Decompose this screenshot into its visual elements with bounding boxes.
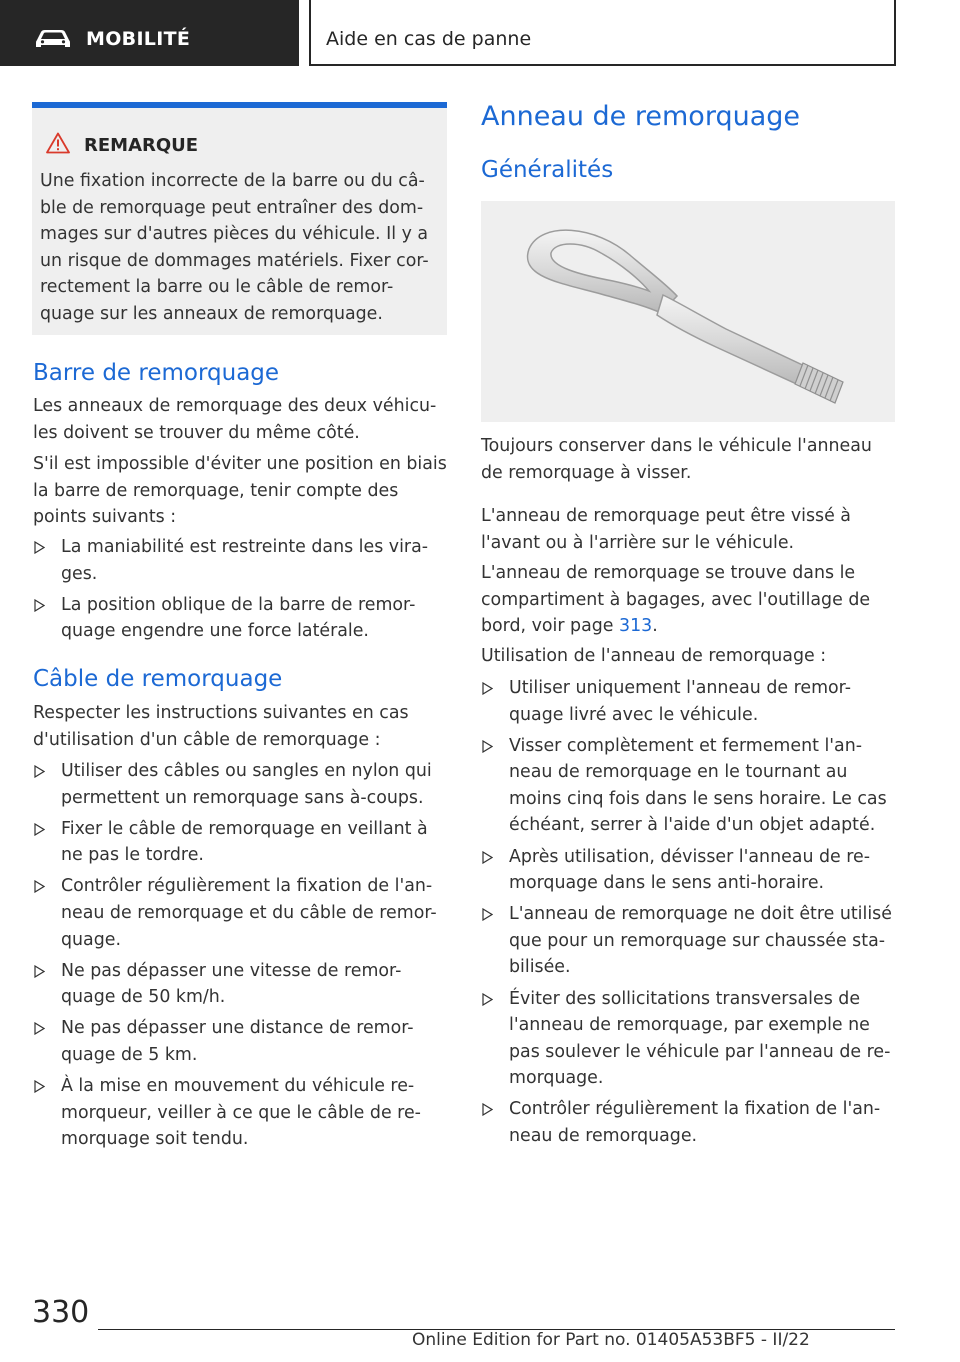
list-item: Utiliser des câbles ou sangles en nylon qui permettent un remorquage sans à-coups. [33, 758, 448, 811]
anneau-paragraph-1: Toujours conserver dans le véhicule l'anneau de remorquage à visser. [481, 436, 872, 483]
bullet-triangle-icon [34, 1080, 45, 1093]
bullet-triangle-icon [34, 823, 45, 836]
barre-bullet-list [33, 534, 448, 649]
list-item: À la mise en mouvement du véhicule re- morqueur, veiller à ce que le câble de re- morquage soit tendu. [33, 1073, 448, 1153]
anneau-paragraph-3: L'anneau de remorquage se trouve dans le compartiment à bagages, avec l'outillage de bord, voir page 313. [481, 563, 871, 637]
bullet-triangle-icon [482, 740, 493, 753]
footer-edition: Online Edition for Part no. 01405A53BF5 - II/22 [412, 1330, 810, 1350]
heading-cable: Câble de remorquage [33, 666, 283, 692]
tow-hook-illustration [481, 201, 895, 422]
list-item: Après utilisation, dévisser l'anneau de re- morquage dans le sens anti-horaire. [481, 844, 895, 897]
chapter-title: Aide en cas de panne [326, 28, 532, 50]
tow-hook-image [481, 201, 895, 422]
page-reference-link[interactable]: 313 [619, 616, 653, 637]
remark-box [32, 102, 447, 335]
list-item: L'anneau de remorquage ne doit être utilisé que pour un remorquage sur chaussée sta- bilisée. [481, 901, 895, 981]
list-item: Utiliser uniquement l'anneau de remor- quage livré avec le véhicule. [481, 675, 895, 728]
cable-bullet-list [33, 758, 448, 1157]
cable-paragraph-1: Respecter les instructions suivantes en cas d'utilisation d'un câble de remorquage : [33, 703, 409, 750]
barre-paragraph-2: S'il est impossible d'éviter une position en biais la barre de remorquage, tenir compte des points suivants : [33, 454, 447, 528]
list-item: La maniabilité est restreinte dans les vira- ges. [33, 534, 448, 587]
anneau-bullet-list [481, 675, 895, 1154]
list-item: Contrôler régulièrement la fixation de l'an- neau de remorquage. [481, 1096, 895, 1149]
list-item: Contrôler régulièrement la fixation de l'an- neau de remorquage et du câble de remor- quage. [33, 873, 448, 953]
bullet-triangle-icon [34, 541, 45, 554]
section-title: MOBILITÉ [86, 28, 191, 50]
bullet-triangle-icon [482, 851, 493, 864]
list-item: Fixer le câble de remorquage en veillant à ne pas le tordre. [33, 816, 448, 869]
bullet-triangle-icon [34, 880, 45, 893]
bullet-triangle-icon [482, 993, 493, 1006]
anneau-paragraph-4: Utilisation de l'anneau de remorquage : [481, 646, 827, 666]
warning-icon [46, 132, 70, 154]
list-item: Ne pas dépasser une distance de remor- quage de 5 km. [33, 1015, 448, 1068]
remark-text: Une fixation incorrecte de la barre ou du câ- ble de remorquage peut entraîner des dom- mages sur d'autres pièces du véhicule. Il y a un risque de dommages matériels. Fixer cor- rectement la barre ou le câble de remor- quage sur les anneaux de remorquage. [40, 171, 429, 324]
list-item: Éviter des sollicitations transversales de l'anneau de remorquage, par exemple ne pas soulever le véhicule par l'anneau de re- morquage. [481, 986, 895, 1092]
list-item: Ne pas dépasser une vitesse de remor- quage de 50 km/h. [33, 958, 448, 1011]
bullet-triangle-icon [34, 1022, 45, 1035]
section-header [0, 0, 299, 66]
barre-paragraph-1: Les anneaux de remorquage des deux véhicu- les doivent se trouver du même côté. [33, 396, 437, 443]
bullet-triangle-icon [34, 965, 45, 978]
subheading-generalites: Généralités [481, 157, 614, 183]
anneau-paragraph-2: L'anneau de remorquage peut être vissé à l'avant ou à l'arrière sur le véhicule. [481, 506, 851, 553]
heading-barre: Barre de remorquage [33, 360, 280, 386]
list-item: La position oblique de la barre de remor- quage engendre une force latérale. [33, 592, 448, 645]
page-number: 330 [32, 1295, 90, 1330]
bullet-triangle-icon [482, 908, 493, 921]
heading-anneau: Anneau de remorquage [481, 101, 800, 132]
car-icon [34, 27, 72, 49]
bullet-triangle-icon [34, 765, 45, 778]
list-item: Visser complètement et fermement l'an- neau de remorquage en le tournant au moins cinq fois dans le sens horaire. Le cas échéant, serrer à l'aide d'un objet adapté. [481, 733, 895, 839]
bullet-triangle-icon [482, 1103, 493, 1116]
bullet-triangle-icon [482, 682, 493, 695]
bullet-triangle-icon [34, 599, 45, 612]
remark-title: REMARQUE [84, 135, 199, 156]
chapter-header [309, 0, 896, 66]
